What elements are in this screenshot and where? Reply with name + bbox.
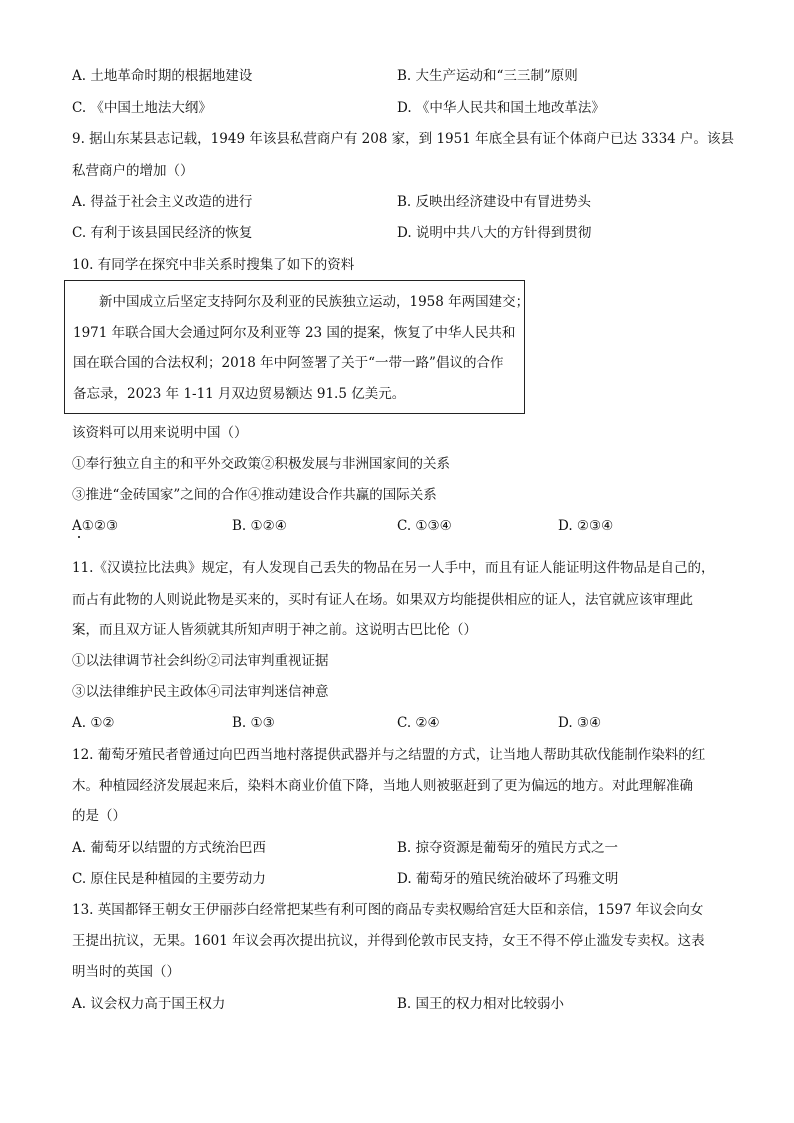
q13-option-a: A. 议会权力高于国王权力 <box>72 996 226 1012</box>
q10-items-line-1: ①奉行独立自主的和平外交政策②积极发展与非洲国家间的关系 <box>72 456 450 472</box>
q8-option-d: D. 《中华人民共和国土地改革法》 <box>397 100 605 116</box>
q10-source-line-3: 国在联合国的合法权利；2018 年中阿签署了关于“一带一路”倡议的合作 <box>73 355 504 371</box>
q11-option-a: A. ①② <box>72 715 115 731</box>
q8-option-c: C. 《中国土地法大纲》 <box>72 100 212 116</box>
q10-items-line-2: ③推进“金砖国家”之间的合作④推动建设合作共赢的国际关系 <box>72 487 437 503</box>
q10-option-a: A①②③ <box>72 518 119 534</box>
q12-stem-line-3: 的是（） <box>72 808 126 824</box>
q11-option-c: C. ②④ <box>397 715 440 731</box>
q11-stem-line-2: 而占有此物的人则说此物是买来的，买时有证人在场。如果双方均能提供相应的证人，法官就应该审理此 <box>72 592 693 608</box>
q13-option-b: B. 国王的权力相对比较弱小 <box>397 996 565 1012</box>
q8-option-a: A. 土地革命时期的根据地建设 <box>72 68 253 84</box>
q12-stem-line-2: 木。种植园经济发展起来后，染料木商业价值下降，当地人则被驱赶到了更为偏远的地方。对此理解准确 <box>72 778 693 794</box>
q9-option-c: C. 有利于该县国民经济的恢复 <box>72 225 253 241</box>
q9-option-a: A. 得益于社会主义改造的进行 <box>72 194 253 210</box>
q11-items-line-2: ③以法律维护民主政体④司法审判迷信神意 <box>72 684 329 700</box>
q12-option-b: B. 掠夺资源是葡萄牙的殖民方式之一 <box>397 840 619 856</box>
q10-source-line-2: 1971 年联合国大会通过阿尔及利亚等 23 国的提案，恢复了中华人民共和 <box>73 325 516 341</box>
q10-source-line-1: 新中国成立后坚定支持阿尔及利亚的民族独立运动，1958 年两国建交； <box>99 294 530 310</box>
q10-source-line-4: 备忘录，2023 年 1-11 月双边贸易额达 91.5 亿美元。 <box>73 386 406 402</box>
q9-option-d: D. 说明中共八大的方针得到贯彻 <box>397 225 592 241</box>
q12-option-d: D. 葡萄牙的殖民统治破坏了玛雅文明 <box>397 871 619 887</box>
q11-stem-line-1: 11.《汉谟拉比法典》规定，有人发现自己丢失的物品在另一人手中，而且有证人能证明这件物品是自己的， <box>72 560 715 576</box>
q13-stem-line-2: 王提出抗议，无果。1601 年议会再次提出抗议，并得到伦敦市民支持，女王不得不停止滥发专卖权。这表 <box>72 933 705 949</box>
q11-stem-line-3: 案，而且双方证人皆须就其所知声明于神之前。这说明古巴比伦（） <box>72 622 477 638</box>
q11-items-line-1: ①以法律调节社会纠纷②司法审判重视证据 <box>72 653 329 669</box>
q9-option-b: B. 反映出经济建设中有冒进势头 <box>397 194 592 210</box>
q13-stem-line-3: 明当时的英国（） <box>72 964 180 980</box>
q10-option-d: D. ②③④ <box>558 518 614 534</box>
q9-stem-line-1: 9. 据山东某县志记载，1949 年该县私营商户有 208 家，到 1951 年底全县有证个体商户已达 3334 户。该县 <box>72 131 735 147</box>
q11-option-b: B. ①③ <box>232 715 275 731</box>
q10-stem: 10. 有同学在探究中非关系时搜集了如下的资料 <box>72 257 355 273</box>
q10-question: 该资料可以用来说明中国（） <box>72 425 248 441</box>
q10-option-c: C. ①③④ <box>397 518 452 534</box>
q8-option-b: B. 大生产运动和“三三制”原则 <box>397 68 578 84</box>
q9-stem-line-2: 私营商户的增加（） <box>72 163 194 179</box>
q12-option-c: C. 原住民是种植园的主要劳动力 <box>72 871 266 887</box>
q12-stem-line-1: 12. 葡萄牙殖民者曾通过向巴西当地村落提供武器并与之结盟的方式，让当地人帮助其砍伐能制作染料的红 <box>72 747 706 763</box>
stray-dot-mark <box>78 536 80 538</box>
q12-option-a: A. 葡萄牙以结盟的方式统治巴西 <box>72 840 266 856</box>
q10-source-box <box>64 280 530 414</box>
q11-option-d: D. ③④ <box>558 715 602 731</box>
q13-stem-line-1: 13. 英国都铎王朝女王伊丽莎白经常把某些有利可图的商品专卖权赐给宫廷大臣和亲信，1597 年议会向女 <box>72 902 704 918</box>
q10-option-b: B. ①②④ <box>232 518 287 534</box>
